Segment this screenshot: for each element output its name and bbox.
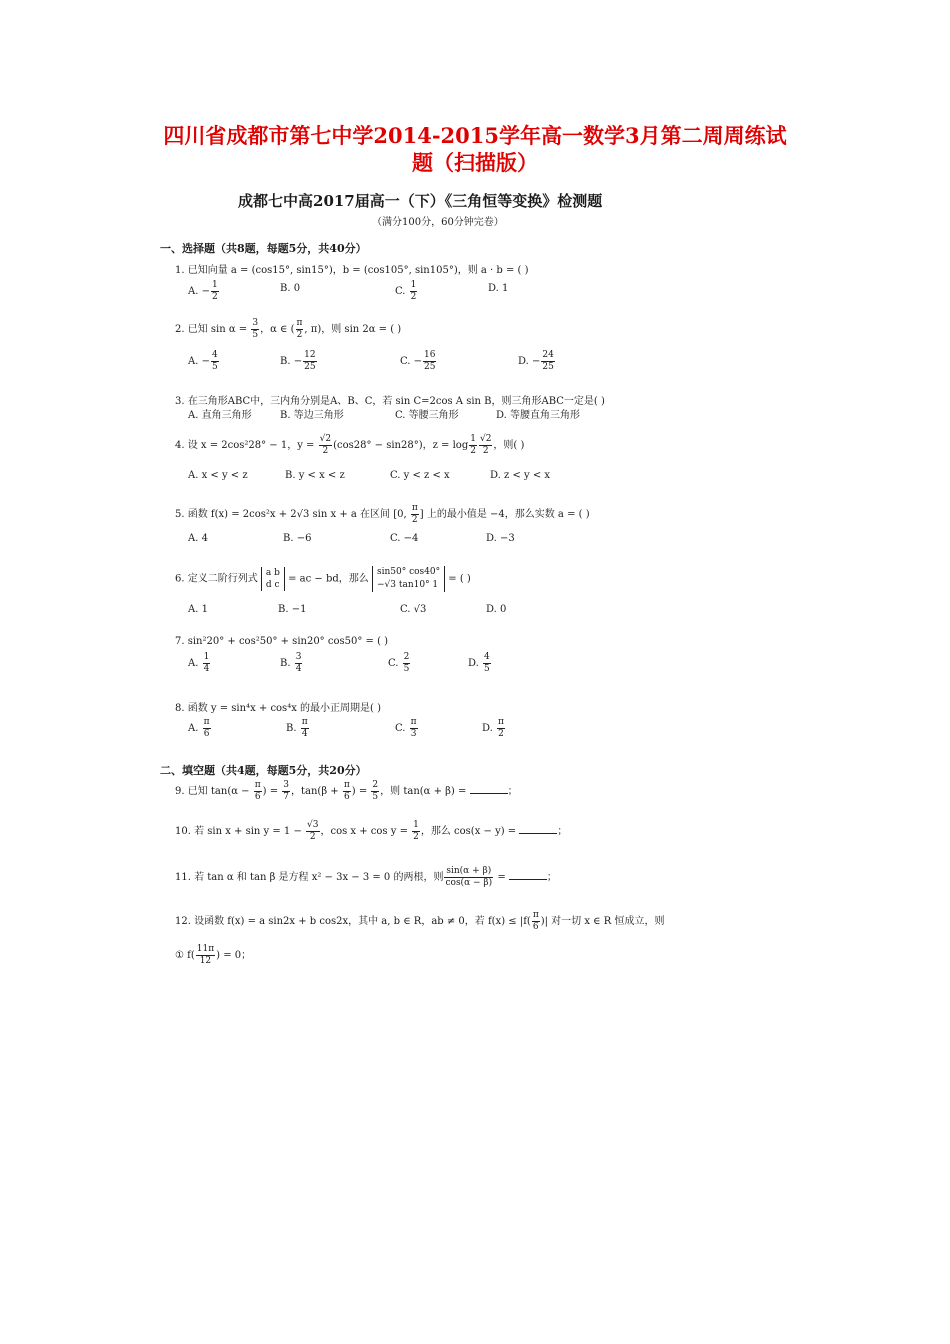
answer-blank[interactable]	[519, 824, 557, 834]
question-12: 12. 设函数 f(x) = a sin2x + b cos2x，其中 a, b ∈ R，ab ≠ 0，若 f(x) ≤ |f( $\frac{\pi}{6}$ )| 对一切 x ∈ R 恒成立，则	[175, 910, 665, 932]
question-11: 11. 若 tan α 和 tan β 是方程 x² − 3x − 3 = 0 的两根，则 $\frac{\sin(\alpha + \beta)}{\cos(\alpha - \beta)}$ = ；	[175, 866, 557, 888]
option-a: A. $\frac{\pi}{6}$	[188, 717, 210, 739]
option-a: A. 4	[188, 533, 208, 544]
option-c: C. − $\frac{16}{25}$	[400, 350, 436, 372]
section-choice-heading: 一、选择题（共8题，每题5分，共40分）	[160, 242, 367, 255]
option-d: D. 1	[488, 283, 509, 294]
answer-blank[interactable]	[470, 784, 508, 794]
determinant-value: sin50° cos40° −√3 tan10° 1	[372, 566, 445, 592]
option-b: B. 0	[280, 283, 301, 294]
option-a: A. 直角三角形	[188, 410, 252, 421]
option-c: C. $\frac{2}{5}$	[388, 652, 410, 674]
option-b: B. 等边三角形	[280, 410, 344, 421]
section-fill-heading: 二、填空题（共4题，每题5分，共20分）	[160, 764, 367, 777]
option-b: B. y < x < z	[285, 470, 345, 481]
option-a: A. 1	[188, 604, 208, 615]
option-b: B. $\frac{\pi}{4}$	[286, 717, 308, 739]
option-a: A. $\frac{1}{4}$	[188, 652, 210, 674]
option-b: B. $\frac{3}{4}$	[280, 652, 302, 674]
determinant-definition: a b d c	[261, 567, 285, 591]
question-3: 3. 在三角形ABC中，三内角分别是A、B、C，若 sin C=2cos A sin B，则三角形ABC一定是( )	[175, 396, 605, 407]
option-d: D. 等腰直角三角形	[496, 410, 581, 421]
option-c: C. $\frac{1}{2}$	[395, 280, 417, 302]
question-12-item-1: ① f( $\frac{11\pi}{12}$ ) = 0；	[175, 944, 252, 966]
option-c: C. $\frac{\pi}{3}$	[395, 717, 417, 739]
question-6: 6. 定义二阶行列式 a b d c = ac − bd，那么 sin50° cos40° −√3 tan10° 1 = ( )	[175, 567, 471, 590]
page-title-line2: 题（扫描版）	[412, 150, 538, 175]
option-d: D. −3	[486, 533, 515, 544]
option-a: A. − $\frac{1}{2}$	[188, 280, 218, 302]
question-4: 4. 设 x = 2cos²28° − 1，y = $\frac{√2}{2}$ (cos28° − sin28°)，z = log $\frac{1}{2}$ $\frac{√2}{2}$ ，则( )	[175, 434, 525, 456]
page-title-line1: 四川省成都市第七中学2014-2015学年高一数学3月第二周周练试	[163, 123, 787, 148]
question-2: 2. 已知 sin α = $\frac{3}{5}$ ，α ∈ ( $\frac{\pi}{2}$ , π)，则 sin 2α = ( )	[175, 318, 402, 340]
option-b: B. −6	[283, 533, 312, 544]
question-8: 8. 函数 y = sin⁴x + cos⁴x 的最小正周期是( )	[175, 703, 382, 714]
exam-subtitle: （满分100分，60分钟完卷）	[372, 217, 504, 228]
exam-title: 成都七中高2017届高一（下）《三角恒等变换》检测题	[238, 192, 603, 210]
question-5: 5. 函数 f(x) = 2cos²x + 2√3 sin x + a 在区间 [0, $\frac{\pi}{2}$ ] 上的最小值是 −4，那么实数 a = ( )	[175, 503, 590, 525]
option-c: C. 等腰三角形	[395, 410, 459, 421]
answer-blank[interactable]	[509, 870, 547, 880]
option-d: D. − $\frac{24}{25}$	[518, 350, 554, 372]
option-c: C. −4	[390, 533, 419, 544]
option-a: A. x < y < z	[188, 470, 248, 481]
option-b: B. − $\frac{12}{25}$	[280, 350, 316, 372]
question-7: 7. sin²20° + cos²50° + sin20° cos50° = ( )	[175, 636, 389, 647]
option-c: C. y < z < x	[390, 470, 450, 481]
option-c: C. √3	[400, 604, 427, 615]
option-d: D. $\frac{4}{5}$	[468, 652, 490, 674]
option-d: D. z < y < x	[490, 470, 551, 481]
question-10: 10. 若 sin x + sin y = 1 − $\frac{√3}{2}$ ，cos x + cos y = $\frac{1}{2}$ ，那么 cos(x − y) = ；	[175, 820, 568, 842]
option-d: D. 0	[486, 604, 507, 615]
question-1: 1. 已知向量 a = (cos15°, sin15°)，b = (cos105°, sin105°)，则 a · b = ( )	[175, 265, 529, 276]
option-a: A. − $\frac{4}{5}$	[188, 350, 218, 372]
page-title	[60, 122, 890, 176]
option-b: B. −1	[278, 604, 307, 615]
option-d: D. $\frac{\pi}{2}$	[482, 717, 504, 739]
question-9: 9. 已知 tan(α − $\frac{\pi}{6}$ ) = $\frac{3}{7}$ ，tan(β + $\frac{\pi}{6}$ ) = $\frac{2}{5}$ ，则 tan(α + β) = ；	[175, 780, 518, 802]
